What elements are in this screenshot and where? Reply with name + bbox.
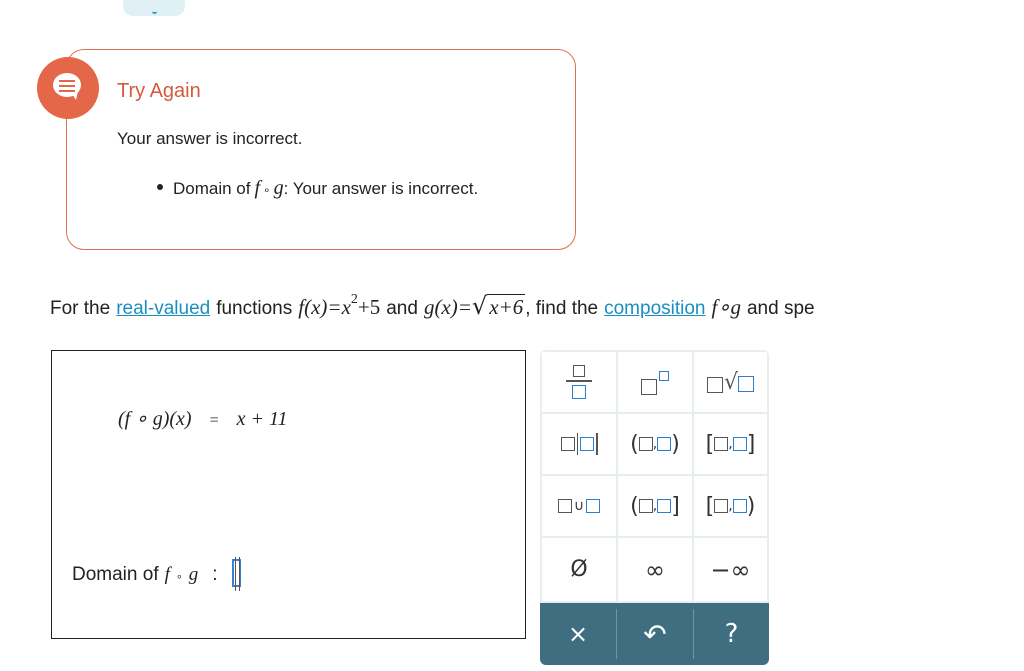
radical-icon: √: [723, 369, 739, 395]
abs-left-box-icon: [561, 437, 575, 451]
text-cursor: [235, 557, 240, 591]
question-and: and: [386, 298, 418, 319]
f-tail: +5: [357, 295, 381, 319]
fraction-button[interactable]: [542, 352, 616, 412]
feedback-chat-icon: [37, 57, 99, 119]
union-button[interactable]: ∪: [542, 476, 616, 536]
composition-link[interactable]: composition: [604, 298, 706, 319]
question-intro: For the: [50, 298, 111, 319]
expression-equals: =: [209, 412, 219, 429]
bullet-op: ∘: [263, 183, 271, 197]
half-open-left-interval-button[interactable]: ( , ]: [618, 476, 692, 536]
top-tab[interactable]: [123, 0, 185, 16]
composition-expression: [118, 406, 288, 431]
closed-left-box-icon: [714, 437, 728, 451]
radicand-box-icon: [738, 376, 754, 392]
empty-set-icon: Ø: [570, 557, 588, 582]
exponent-box-icon: [659, 371, 669, 381]
sqrt-icon: √: [471, 292, 488, 320]
bullet-dot: [157, 184, 163, 190]
bullet-suffix: : Your answer is incorrect.: [283, 179, 479, 198]
g-definition: g(x)=: [423, 295, 472, 319]
question-text: [50, 292, 815, 320]
sqrt-expression: [472, 292, 525, 320]
f-exponent: 2: [350, 292, 358, 307]
negative-infinity-button[interactable]: [694, 538, 767, 601]
interval-left-box-icon: [639, 437, 653, 451]
help-button[interactable]: [694, 603, 769, 665]
nth-root-button[interactable]: [694, 352, 767, 412]
interval-right-box-icon: [657, 437, 671, 451]
negative-infinity-icon: −∞: [710, 555, 751, 584]
domain-label: Domain of: [72, 564, 159, 585]
abs-right-box-icon: [580, 437, 594, 451]
union-left-box-icon: [558, 499, 572, 513]
root-index-icon: [707, 377, 723, 393]
bullet-f: f: [254, 177, 261, 199]
close-icon: ×: [567, 620, 589, 648]
g-radicand: x+6: [489, 295, 524, 319]
chevron-icon: [152, 8, 157, 14]
closed-right-box-icon: [733, 437, 747, 451]
halfclosed-left-box-icon: [714, 499, 728, 513]
domain-op: ∘: [175, 571, 183, 583]
answer-box[interactable]: [51, 350, 526, 639]
undo-button[interactable]: [617, 603, 693, 665]
bullet-prefix: Domain of: [173, 179, 251, 198]
domain-row: [72, 552, 241, 586]
halfclosed-right-box-icon: [733, 499, 747, 513]
union-right-box-icon: [586, 499, 600, 513]
question-tail: and spe: [746, 298, 815, 319]
undo-icon: ↶: [643, 617, 667, 651]
infinity-button[interactable]: [618, 538, 692, 601]
domain-f: f: [164, 564, 170, 585]
expression-lhs: (f ∘ g)(x): [118, 408, 192, 430]
exponent-button[interactable]: [618, 352, 692, 412]
domain-g: g: [188, 564, 199, 585]
halfopen-left-box-icon: [639, 499, 653, 513]
domain-colon: :: [212, 564, 218, 585]
clear-button[interactable]: [540, 603, 616, 665]
open-interval-button[interactable]: ( , ): [618, 414, 692, 474]
numerator-box-icon: [573, 365, 585, 377]
bullet-g: g: [273, 177, 284, 199]
palette-actions: [540, 603, 769, 665]
question-fog: f∘g: [711, 295, 741, 319]
help-icon: ?: [724, 619, 739, 649]
infinity-icon: ∞: [645, 555, 665, 584]
question-mid2: , find the: [525, 298, 599, 319]
half-open-right-interval-button[interactable]: [ , ): [694, 476, 767, 536]
feedback-title: Try Again: [117, 80, 201, 102]
absolute-value-button[interactable]: [542, 414, 616, 474]
f-definition: f(x)=x: [298, 295, 351, 319]
question-mid1: functions: [216, 298, 293, 319]
domain-input[interactable]: [232, 559, 241, 587]
feedback-message: Your answer is incorrect.: [117, 129, 303, 148]
real-valued-link[interactable]: real-valued: [116, 298, 211, 319]
expression-rhs[interactable]: x + 11: [236, 408, 288, 430]
halfopen-right-box-icon: [657, 499, 671, 513]
base-box-icon: [641, 379, 657, 395]
math-palette: [540, 350, 769, 665]
closed-interval-button[interactable]: [ , ]: [694, 414, 767, 474]
empty-set-button[interactable]: [542, 538, 616, 601]
feedback-bullet: [157, 177, 478, 200]
denominator-box-icon: [572, 385, 586, 399]
